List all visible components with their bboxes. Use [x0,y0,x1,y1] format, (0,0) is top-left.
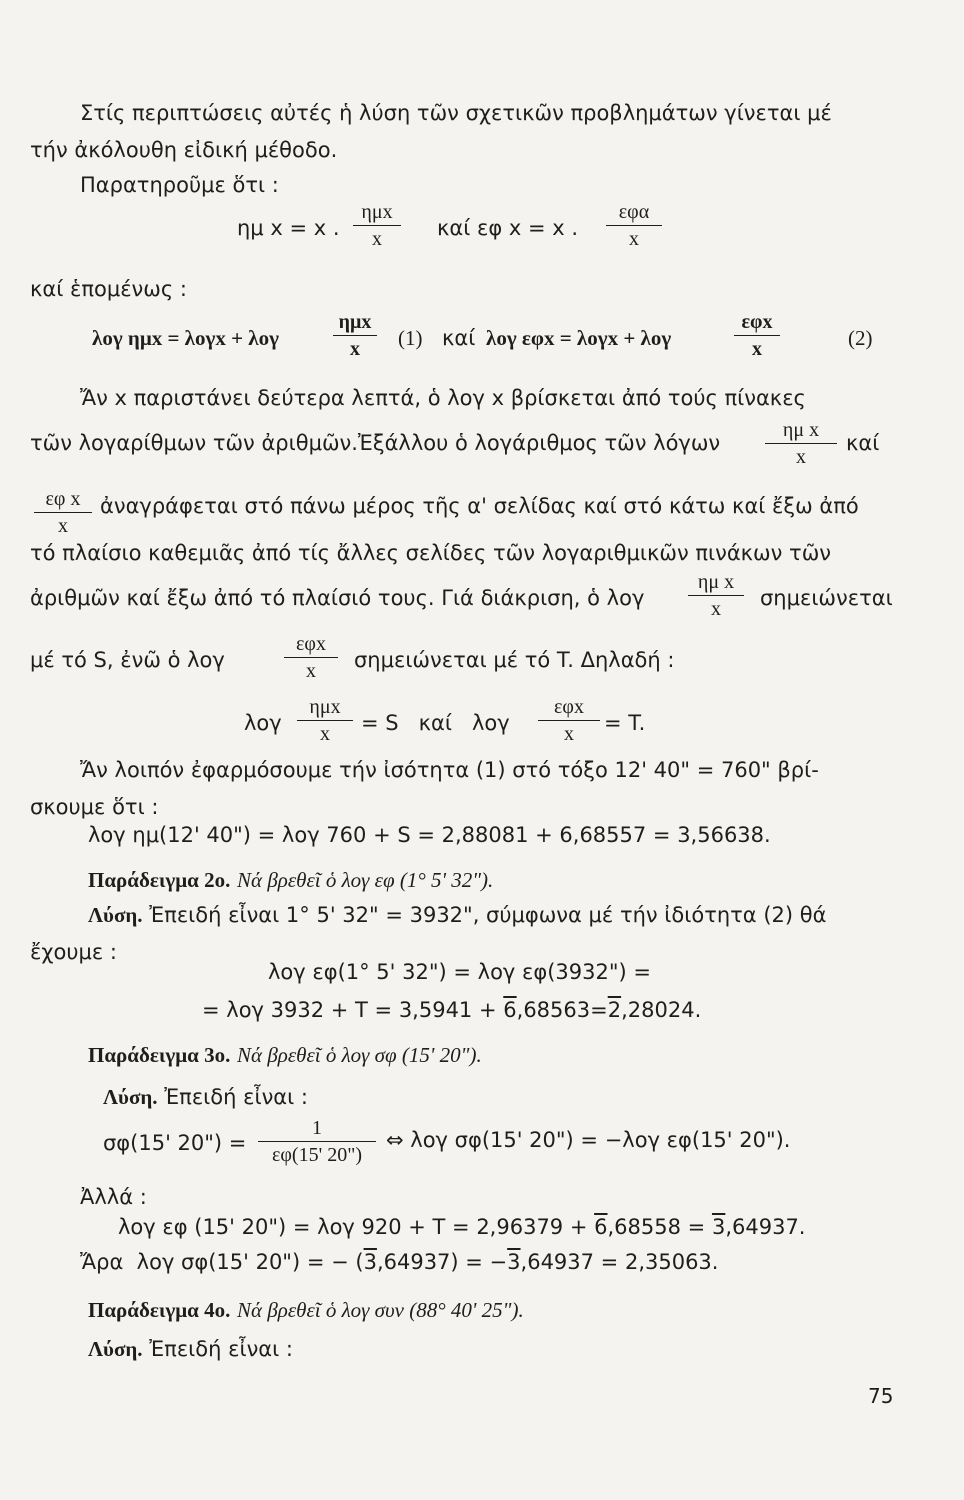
example-3-eq-3b: 3 [363,1250,377,1274]
eq1-and: καί [442,326,476,350]
example-3-eq-3a: Ἄρα λογ σφ(15' 20") = − ( [80,1250,364,1274]
example-3-eq-3c: ,64937) = − [376,1250,508,1274]
example-2-solution-text-2: ἔχουμε : [30,940,117,964]
para1-line-4: τό πλαίσιο καθεμιᾶς ἀπό τίς ἄλλες σελίδες τῶν λογαριθμικῶν πινάκων τῶν [30,541,832,565]
para1-line-3: ἀναγράφεται στό πάνω μέρος τῆς α' σελίδας καί στό κάτω καί ἔξω ἀπό [100,494,859,518]
example-3-frac-den: εφ(15' 20") [271,1144,363,1166]
example-3-eq-2b: 6 [594,1215,608,1239]
example-2-title: Παράδειγμα 2ο. [88,868,231,892]
example-3-eq-lhs: σφ(15' 20") = [103,1131,247,1155]
eq1-label-2: (2) [848,326,873,350]
eq1-den-1: x [350,338,360,360]
para1-frac1-num: ημ x [782,419,820,441]
para1-line-2-end: καί [846,431,880,455]
para1-frac3-den: x [711,598,721,620]
example-2-solution-line [88,905,826,926]
example-3-frac-num: 1 [312,1117,322,1139]
intro-line-2: τήν ἀκόλουθη εἰδική μέθοδο. [30,138,338,162]
example-3-eq-2 [118,1217,805,1238]
example-2-eq-2b: 6 [503,998,517,1022]
eq2-num-1: ημx [309,696,341,718]
example-2-eq-2d: 2 [607,998,622,1022]
para1-frac3-num: ημ x [697,571,735,593]
example-3-title: Παράδειγμα 3ο. [88,1043,231,1067]
example-2-eq-2 [202,1000,701,1021]
eq2-mid: = S καί λογ [361,711,510,735]
example-2-task: Νά βρεθεῖ ὁ λογ εφ (1° 5' 32"). [237,868,494,892]
para1-line-5: ἀριθμῶν καί ἔξω ἀπό τό πλαίσιό τους. Γιά διάκριση, ὁ λογ [30,586,645,610]
eq1-lhs-1: λογ ημx = λογx + λογ [92,326,279,350]
para1-fraction-3 [688,572,744,619]
para1-frac2-num: εφ x [45,488,81,510]
para1-line-2: τῶν λογαρίθμων τῶν ἀριθμῶν.Ἐξάλλου ὁ λογάριθμος τῶν λόγων [30,431,721,455]
example-4-solution-label: Λύση. [88,1337,143,1361]
example-2-eq-2e: ,28024. [621,998,702,1022]
example-4-task: Νά βρεθεῖ ὁ λογ συν (88° 40' 25"). [237,1298,524,1322]
example-3-eq-2d: 3 [711,1215,726,1239]
eq2-num-2: εφx [554,696,584,718]
para2-line-1: Ἄν λοιπόν ἐφαρμόσουμε τήν ἰσότητα (1) στό τόξο 12' 40" = 760" βρί- [80,758,819,782]
example-2-eq-1: λογ εφ(1° 5' 32") = λογ εφ(3932") = [268,960,651,984]
example-4-heading [88,1300,524,1321]
eq1-lhs-2: λογ εφx = λογx + λογ [486,326,672,350]
example-3-eq-3e: ,64937 = 2,35063. [520,1250,719,1274]
example-2-eq-2c: ,68563= [516,998,608,1022]
eq0-den-2: x [629,228,639,250]
para1-frac4-num: εφx [296,633,326,655]
eq2-fraction-2 [538,697,600,744]
example-3-fraction [258,1118,376,1165]
eq0-den-1: x [372,228,382,250]
eq2-end: = T. [604,711,646,735]
example-4-solution-text: Ἐπειδή εἶναι : [149,1337,293,1361]
example-3-eq-rhs: ⇔ λογ σφ(15' 20") = −λογ εφ(15' 20"). [386,1128,791,1152]
eq1-num-2: εφx [741,311,773,333]
example-2-solution-label: Λύση. [88,903,143,927]
example-3-solution-label: Λύση. [103,1085,158,1109]
eq2-fraction-1 [297,697,353,744]
para1-line-1: Ἄν x παριστάνει δεύτερα λεπτά, ὁ λογ x βρίσκεται ἀπό τούς πίνακες [80,386,806,410]
example-3-eq-2c: ,68558 = [607,1215,706,1239]
eq0-fraction-2 [606,202,662,249]
eq0-lhs: ημ x = x . [237,216,340,240]
example-3-solution-text: Ἐπειδή εἶναι : [164,1085,308,1109]
para1-frac1-den: x [796,446,806,468]
eq0-num-1: ημx [361,201,393,223]
para1-frac2-den: x [58,515,68,537]
example-2-solution-text: Ἐπειδή εἶναι 1° 5' 32" = 3932", σύμφωνα μέ τήν ἰδιότητα (2) θά [149,903,827,927]
example-4-solution-line [88,1339,293,1360]
para1-line-5-end: σημειώνεται [760,586,893,610]
example-3-eq-2a: λογ εφ (15' 20") = λογ 920 + T = 2,96379 + [118,1215,588,1239]
consequently: καί ἑπομένως : [30,277,187,301]
example-4-title: Παράδειγμα 4ο. [88,1298,231,1322]
example-3-but: Ἀλλά : [80,1185,147,1209]
para1-line-6-end: σημειώνεται μέ τό T. Δηλαδή : [354,648,675,672]
example-3-task: Νά βρεθεῖ ὁ λογ σφ (15' 20"). [237,1043,482,1067]
para2-line-2: σκουμε ὅτι : [30,795,159,819]
para1-fraction-1 [765,420,837,467]
eq2-den-2: x [564,723,574,745]
para1-fraction-4 [284,634,338,681]
eq2-den-1: x [320,723,330,745]
eq1-fraction-1 [333,312,377,359]
eq0-mid: καί εφ x = x . [437,216,579,240]
para2-equation: λογ ημ(12' 40") = λογ 760 + S = 2,88081 + 6,68557 = 3,56638. [88,823,771,847]
intro-line-1: Στίς περιπτώσεις αὐτές ἡ λύση τῶν σχετικῶν προβλημάτων γίνεται μέ [80,101,832,125]
example-3-eq-3d: 3 [507,1250,521,1274]
eq0-fraction-1 [353,202,401,249]
eq1-label-1: (1) [398,326,423,350]
example-2-heading [88,870,493,891]
eq1-den-2: x [752,338,762,360]
page-number: 75 [868,1384,894,1408]
eq1-fraction-2 [734,312,780,359]
eq1-num-1: ημx [338,311,372,333]
example-3-eq-3 [80,1252,718,1273]
eq0-num-2: εφα [618,201,650,223]
example-2-eq-2a: = λογ 3932 + T = 3,5941 + [202,998,497,1022]
para1-fraction-2 [34,489,92,536]
eq2-log-1: λογ [244,711,282,735]
example-3-solution-line [103,1087,308,1108]
example-3-eq-2e: ,64937. [725,1215,806,1239]
example-3-heading [88,1045,482,1066]
para1-frac4-den: x [306,660,316,682]
intro-observe: Παρατηροῦμε ὅτι : [80,173,279,197]
para1-line-6-start: μέ τό S, ἐνῶ ὁ λογ [30,648,225,672]
